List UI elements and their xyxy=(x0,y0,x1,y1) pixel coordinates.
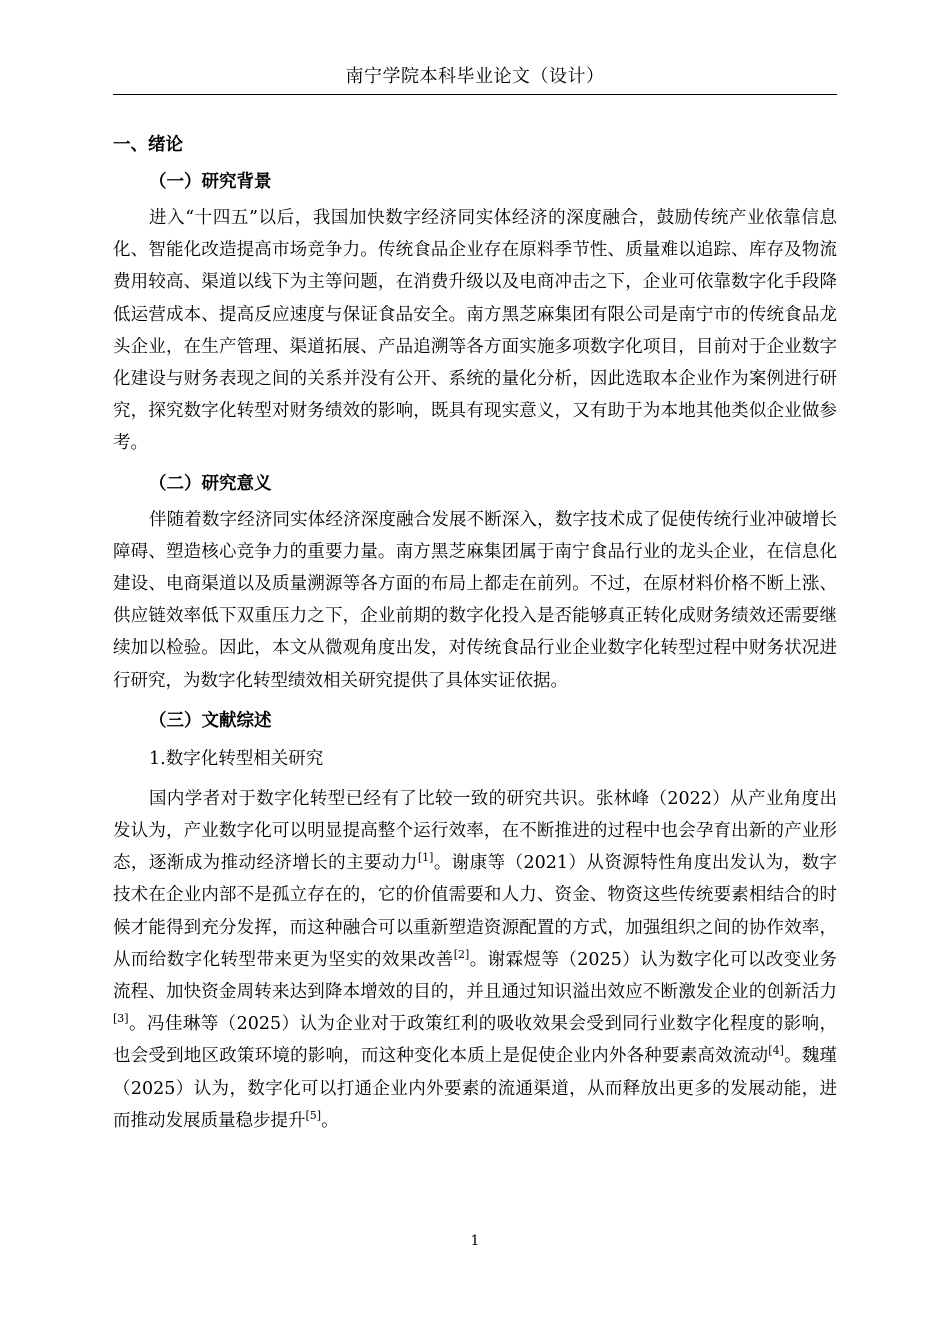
paragraph-significance: 伴随着数字经济同实体经济深度融合发展不断深入，数字技术成了促使传统行业冲破增长障碍、塑造核心竞争力的重要力量。南方黑芝麻集团属于南宁食品行业的龙头企业，在信息化建设、电商渠道以及质量溯源等各方面的布局上都走在前列。不过，在原材料价格不断上涨、供应链效率低下双重压力之下，企业前期的数字化投入是否能够真正转化成财务绩效还需要继续加以检验。因此，本文从微观角度出发，对传统食品行业企业数字化转型过程中财务状况进行研究，为数字化转型绩效相关研究提供了具体实证依据。 xyxy=(113,509,837,691)
lit-text-5: 。魏瑾（2025）认为，数字化可以打通企业内外要素的流通渠道，从而释放出更多的发展动能，进而推动发展质量稳步提升 xyxy=(113,1046,838,1131)
citation-1: [1] xyxy=(417,851,434,865)
paragraph-background: 进入“十四五”以后，我国加快数字经济同实体经济的深度融合，鼓励传统产业依靠信息化、智能化改造提高市场竞争力。传统食品企业存在原料季节性、质量难以追踪、库存及物流费用较高、渠道以线下为主等问题，在消费升级以及电商冲击之下，企业可依靠数字化手段降低运营成本、提高反应速度与保证食品安全。南方黑芝麻集团有限公司是南宁市的传统食品龙头企业，在生产管理、渠道拓展、产品追溯等各方面实施多项数字化项目，目前对于企业数字化建设与财务表现之间的关系并没有公开、系统的量化分析，因此选取本企业作为案例进行研究，探究数字化转型对财务绩效的影响，既具有现实意义，又有助于为本地其他类似企业做参考。 xyxy=(113,208,837,454)
header-rule xyxy=(113,94,837,95)
section-title-significance: （二）研究意义 xyxy=(149,473,272,494)
section-title-background: （一）研究背景 xyxy=(149,172,272,192)
lit-text-3: 。谢霖煜等（2025）认为数字化可以改变业务流程、加快资金周转来达到降本增效的目的，并且通过知识溢出效应不断激发企业的创新活力 xyxy=(113,949,837,1003)
body-content xyxy=(113,128,837,1137)
lit-text-2: 。谢康等（2021）从资源特性角度出发认为，数字技术在企业内部不是孤立存在的，它的价值需要和人力、资金、物资这些传统要素相结合的时候才能得到充分发挥，而这种融合可以重新塑造资源配置的方式，加强组织之间的协作效率，从而给数字化转型带来更为坚实的效果改善 xyxy=(113,853,837,970)
paragraph-literature xyxy=(113,783,837,1137)
running-header: 南宁学院本科毕业论文（设计） xyxy=(345,66,605,87)
page-number: 1 xyxy=(470,1233,480,1249)
subsection-title-digital-transformation: 1.数字化转型相关研究 xyxy=(149,748,324,769)
chapter-title: 一、绪论 xyxy=(113,135,183,155)
citation-5: [5] xyxy=(305,1109,322,1123)
citation-2: [2] xyxy=(453,948,470,962)
citation-4: [4] xyxy=(768,1044,784,1058)
lit-text-6: 。 xyxy=(321,1110,339,1131)
lit-text-1: 国内学者对于数字化转型已经有了比较一致的研究共识。张林峰（2022）从产业角度出发认为，产业数字化可以明显提高整个运行效率，在不断推进的过程中也会孕育出新的产业形态，逐渐成为推动经济增长的主要动力 xyxy=(113,788,837,874)
citation-3: [3] xyxy=(113,1012,129,1026)
section-title-literature-review: （三）文献综述 xyxy=(149,710,272,731)
lit-text-4: 。冯佳琳等（2025）认为企业对于政策红利的吸收效果会受到同行业数字化程度的影响，也会受到地区政策环境的影响，而这种变化本质上是促使企业内外各种要素高效流动 xyxy=(113,1014,837,1067)
